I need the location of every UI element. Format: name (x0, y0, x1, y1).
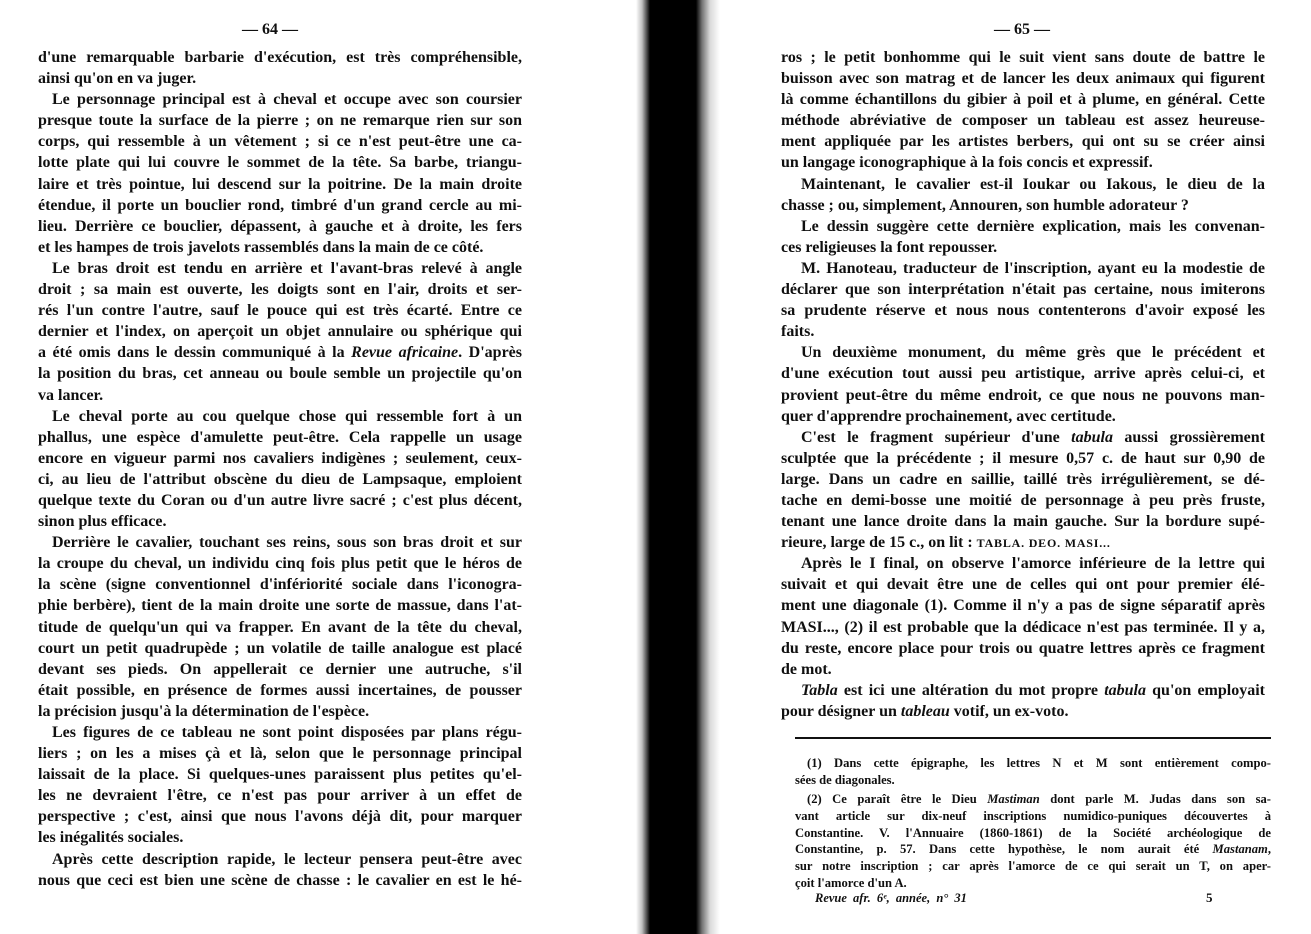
text-line: la précision jusqu'à la détermination de l'espèce. (38, 702, 370, 720)
footnote-line: sur notre inscription ; car après l'amorce de ce qui serait un T, on aper- (795, 859, 1271, 874)
text-line: un langage iconographique à la fois concis et expressif. (781, 154, 1153, 172)
text-line (781, 427, 1265, 448)
text-line: presque toute la surface de la pierre ; on ne remarque rien sur son (38, 112, 522, 130)
text-line (781, 532, 1265, 553)
text-line: tache en demi-bosse une moitié de personnage à peu près fruste, (781, 491, 1265, 509)
text-line: déclarer que son interprétation n'était pas certaine, nous imiterons (781, 281, 1265, 299)
footnote-line: çoit l'amorce d'un A. (795, 875, 907, 890)
text-line: tenant une lance droite dans la main gauche. Sur la bordure supé- (781, 513, 1265, 531)
text-run: votif, un ex-voto. (949, 702, 1069, 720)
footnote-line: Constantine. V. l'Annuaire (1860-1861) de la Société archéologique de (795, 825, 1271, 840)
right-page (700, 0, 1311, 934)
footnote-rule (795, 737, 1271, 739)
text-line: là comme échantillons du gibier à poil et à plume, en général. Cette (781, 91, 1265, 109)
text-line: faits. (781, 323, 815, 341)
footnotes (795, 755, 1271, 892)
footnote-line: (1) Dans cette épigraphe, les lettres N et M sont entièrement compo- (807, 756, 1271, 770)
italic-run: tableau (900, 702, 950, 720)
text-line: Le bras droit est tendu en arrière et l'avant-bras relevé à angle (52, 259, 522, 277)
text-line: la croupe du cheval, un individu cinq fois plus petit que le héros de (38, 555, 522, 573)
text-line: méthode abréviative de composer un tableau est assez heureuse- (781, 112, 1265, 130)
paragraph (781, 47, 1265, 174)
text-line: sinon plus efficace. (38, 513, 167, 531)
text-line: liers ; on les a mises çà et là, selon que le personnage principal (38, 745, 522, 763)
italic-run: Tabla (801, 681, 838, 699)
text-line: phallus, une espèce d'amulette peut-être. Cela rappelle un usage (38, 428, 522, 446)
text-line: MASI..., (2) il est probable que la dédicace n'est pas terminée. Il y a, (781, 618, 1265, 636)
text-line: devant ses pieds. On appellerait ce dernier une autruche, s'il (38, 660, 522, 678)
text-line: dernier et l'index, on aperçoit un objet annulaire ou sphérique qui (38, 323, 522, 341)
text-line: Maintenant, le cavalier est-il Ioukar ou Iakous, le dieu de la (801, 175, 1265, 193)
left-page (0, 0, 640, 934)
text-line: court un petit quadrupède ; un volatile de taille analogue est placé (38, 639, 522, 657)
text-run: Constantine, p. 57. Dans cette hypothèse, le nom aurait été (795, 842, 1213, 857)
text-line: encore en vigueur parmi nos cavaliers indigènes ; seulement, ceux- (38, 449, 522, 467)
text-line: lotte plate qui lui couvre le sommet de la tête. Sa barbe, triangu- (38, 154, 522, 172)
text-line (781, 701, 1265, 722)
footnote-line: vant article sur dix-neuf inscriptions numidico-puniques découvertes à (795, 809, 1271, 824)
text-line: titude de quelqu'un qui va frapper. En avant de la tête du cheval, (38, 618, 522, 636)
paragraph (781, 553, 1265, 680)
footnote-line: sées de diagonales. (795, 772, 895, 787)
paragraph (38, 532, 522, 722)
text-line: les ne devraient l'être, ce n'est pas pour arriver à un effet de (38, 787, 522, 805)
text-line: ainsi qu'on en va juger. (38, 70, 197, 88)
text-line: phie berbère), tient de la main droite une sorte de massue, dans l'at- (38, 597, 522, 615)
footnote-line (795, 791, 1271, 808)
footnote (795, 791, 1271, 891)
text-line: rés l'un contre l'autre, sauf le pouce qui est très écarté. Entre ce (38, 302, 522, 320)
text-run: dont parle M. Judas dans son sa- (1039, 792, 1271, 807)
paragraph (781, 258, 1265, 342)
page-body (38, 47, 522, 891)
text-line (38, 342, 522, 363)
text-run: qu'on employait (1146, 681, 1265, 699)
text-line: la position du bras, cet anneau ou boule semble un projectile qu'on (38, 365, 522, 383)
text-line: sculptée que la précédente ; il mesure 0,57 c. de haut sur 0,90 de (781, 449, 1265, 467)
text-line: la scène (signe conventionnel d'infériorité sociale dans l'iconogra- (38, 576, 522, 594)
italic-run: tabula (1104, 681, 1146, 699)
italic-run: Mastanam (1212, 842, 1268, 857)
paragraph (38, 849, 522, 891)
signature-mark: Revue afr. 6ᵉ, année, n° 31 (815, 891, 967, 905)
text-run: , (1267, 842, 1271, 857)
footnote-line (795, 841, 1271, 858)
text-line: perspective ; c'est, ainsi que nous l'avons déjà dit, pour marquer (38, 808, 522, 826)
text-run: rieure, large de 15 c., on lit : (781, 534, 977, 552)
text-line: étendue, il porte un bouclier rond, timbré d'un grand cercle au mi- (38, 196, 522, 214)
text-line: lieu. Derrière ce bouclier, dépassent, à gauche et à droite, les fers (38, 217, 522, 235)
text-line: Les figures de ce tableau ne sont point disposées par plans régu- (52, 724, 522, 741)
text-run: a été omis dans le dessin communiqué à la (38, 344, 352, 362)
text-line: droit ; sa main est ouverte, les doigts sont en l'air, droits et ser- (38, 281, 522, 299)
text-line: ci, au lieu de l'attribut obscène du dieu de Lampsaque, emploient (38, 470, 522, 488)
page-body (781, 47, 1265, 722)
text-line: laire et très pointue, lui descend sur la poitrine. De la main droite (38, 175, 522, 193)
text-line: était possible, en présence de formes aussi incertaines, de pousser (38, 681, 522, 699)
paragraph (781, 174, 1265, 216)
page-number: — 64 — (242, 21, 298, 38)
text-line: quelque texte du Coran ou d'un autre livre sacré ; c'est plus décent, (38, 491, 522, 509)
text-line: et les hampes de trois javelots rassemblés dans la main de ce côté. (38, 238, 484, 256)
paragraph (38, 406, 522, 533)
paragraph (38, 47, 522, 89)
text-line: buisson avec son matrag et de lancer les deux animaux qui figurent (781, 70, 1265, 88)
paragraph (38, 89, 522, 258)
text-line: les inégalités sociales. (38, 829, 184, 847)
text-line: ces religieuses la font repousser. (781, 238, 998, 256)
text-line: du reste, encore place pour trois ou quatre lettres après ce fragment (781, 639, 1265, 657)
small-caps-run: TABLA. DEO. MASI... (976, 536, 1111, 551)
text-line: Un deuxième monument, du même grès que le précédent et (801, 344, 1265, 362)
italic-run: Revue africaine (351, 344, 459, 362)
text-line: d'une exécution tout aussi peu artistique, arrive après celui-ci, et (781, 365, 1265, 383)
text-line: ment appliquée par les artistes berbers, qui ont su se créer ainsi (781, 133, 1265, 151)
text-run: . D'après (458, 344, 522, 362)
text-run: aussi grossièrement (1112, 428, 1265, 446)
text-line: Après le I final, on observe l'amorce inférieure de la lettre qui (801, 555, 1265, 573)
text-line: M. Hanoteau, traducteur de l'inscription, ayant eu la modestie de (801, 259, 1265, 277)
paragraph (781, 342, 1265, 426)
text-line: ment une diagonale (1). Comme il n'y a pas de signe séparatif après (781, 597, 1265, 615)
paragraph (781, 216, 1265, 258)
italic-run: tabula (1071, 428, 1113, 446)
signature-number: 5 (1206, 890, 1213, 905)
text-run: est ici une altération du mot propre (837, 681, 1105, 699)
paragraph (781, 680, 1265, 722)
text-run: pour désigner un (781, 702, 901, 720)
text-run: (2) Ce paraît être le Dieu (807, 792, 988, 807)
text-line: provient peut-être du même endroit, ce que nous ne pouvons man- (781, 386, 1265, 404)
text-line: large. Dans un cadre en saillie, taillé très irrégulièrement, se dé- (781, 470, 1265, 488)
text-line (781, 680, 1265, 701)
page-number: — 65 — (994, 21, 1050, 38)
paragraph (38, 258, 522, 406)
text-line: d'une remarquable barbarie d'exécution, est très compréhensible, (38, 49, 522, 66)
text-line: suivait et qui devait être une de celles qui ont pour premier élé- (781, 576, 1265, 594)
text-line: de mot. (781, 660, 832, 678)
text-line: Derrière le cavalier, touchant ses reins, sous son bras droit et sur (52, 534, 522, 552)
text-line: sa prudente réserve et nous nous contenterons d'avoir exposé les (781, 302, 1265, 320)
text-line: corps, qui ressemble à un vêtement ; si ce n'est peut-être une ca- (38, 133, 522, 151)
text-line: va lancer. (38, 386, 104, 404)
paragraph (781, 427, 1265, 554)
italic-run: Mastiman (987, 792, 1040, 807)
text-line: laissait de la place. Si quelques-unes paraissent plus petites qu'el- (38, 766, 522, 784)
text-line: Le dessin suggère cette dernière explication, mais les convenan- (801, 217, 1265, 235)
footnote (795, 755, 1271, 788)
text-line: ros ; le petit bonhomme qui le suit vient sans doute de battre le (781, 49, 1265, 66)
text-line: Le cheval porte au cou quelque chose qui ressemble fort à un (52, 407, 522, 425)
paragraph (38, 722, 522, 849)
text-line: Après cette description rapide, le lecteur pensera peut-être avec (52, 850, 522, 868)
text-line: nous que ceci est bien une scène de chasse : le cavalier en est le hé- (38, 871, 522, 889)
text-line: quer d'apprendre prochainement, avec certitude. (781, 407, 1116, 425)
text-run: C'est le fragment supérieur d'une (801, 428, 1072, 446)
text-line: chasse ; ou, simplement, Annouren, son humble adorateur ? (781, 196, 1189, 214)
gutter-shadow (636, 0, 720, 934)
text-line: Le personnage principal est à cheval et occupe avec son coursier (52, 91, 522, 109)
